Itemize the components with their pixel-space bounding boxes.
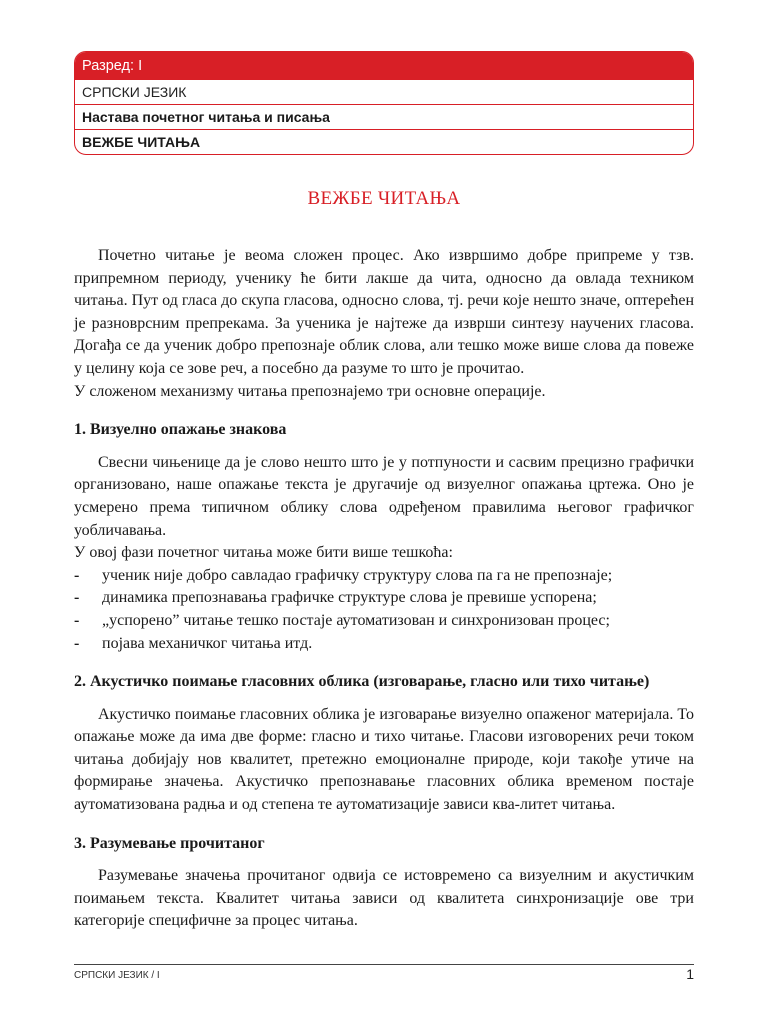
- list-item: - ученик није добро савладао графичку структуру слова па га не препознаје;: [74, 565, 694, 588]
- bullet-dash: -: [74, 611, 80, 629]
- section-2-paragraph: Акустичко поимање гласовних облика је изговарање визуелно опаженог материјала. То опажање може да има две форме: гласно и тихо читање. Гласови изговорених речи током читања добијају нов квалитет, претежно емоционалне природе, који такође утиче на формирање значења. Акустичко препознавање гласовних облика временом постаје аутоматизована радња и од степена те аутоматизације зависи ква-литет читања.: [74, 705, 694, 814]
- list-item: - „успорено” читање тешко постаје аутоматизован и синхронизован процес;: [74, 610, 694, 633]
- header-box: [74, 51, 694, 155]
- subject-label: СРПСКИ ЈЕЗИК: [82, 84, 187, 100]
- intro-paragraph-2: У сложеном механизму читања препознајемо три основне операције.: [74, 382, 546, 400]
- section-2-heading: 2. Акустичко поимање гласовних облика (изговарање, гласно или тихо читање): [74, 673, 650, 691]
- section-1-paragraph: Свесни чињенице да је слово нешто што је у потпуности и сасвим прецизно графички организовано, наше опажање текста је другачије од визуелног опажања цртежа. Оно је усмерено према типичном облику слова одређеном правилима његовог графичког уобличавања.: [74, 453, 694, 539]
- bullet-dash: -: [74, 589, 80, 607]
- bullet-dash: -: [74, 634, 80, 652]
- page-title: ВЕЖБЕ ЧИТАЊА: [307, 188, 461, 209]
- intro-paragraph: Почетно читање је веома сложен процес. Ако извршимо добре припреме у тзв. припремном периоду, ученику ће бити лакше да чита, односно да овлада техником читања. Пут од гласа до скупа гласова, односно слова, тј. речи које нешто значе, оптерећен је разноврсним препрекама. За ученика је најтеже да изврши синтезу научених гласова. Догађа се да ученик добро препознаје облик слова, али тешко може више слова да повеже у целину која се зове реч, а посебно да разуме то што је прочитао.: [74, 247, 694, 377]
- section-1-heading: 1. Визуелно опажање знакова: [74, 421, 287, 439]
- footer-divider: [74, 964, 694, 965]
- footer-subject: СРПСКИ ЈЕЗИК / I: [74, 970, 160, 981]
- section-1-list-intro: У овој фази почетног читања може бити више тешкоћа:: [74, 544, 453, 562]
- list-item: - динамика препознавања графичке структуре слова је превише успорена;: [74, 587, 694, 610]
- document-body: [74, 245, 694, 933]
- difficulty-list: [74, 565, 694, 655]
- section-3-paragraph: Разумевање значења прочитаног одвија се истовремено са визуелним и акустичким поимањем текста. Квалитет читања зависи од квалитета синхронизације ове три категорије специфичне за процес читања.: [74, 867, 694, 930]
- section-3-heading: 3. Разумевање прочитаног: [74, 834, 265, 852]
- topic-label: Настава почетног читања и писања: [75, 104, 693, 129]
- grade-label: Разред: I: [75, 52, 693, 80]
- bullet-dash: -: [74, 566, 80, 584]
- page-number: 1: [686, 966, 694, 982]
- lesson-label: ВЕЖБЕ ЧИТАЊА: [75, 129, 693, 154]
- list-item: - појава механичког читања итд.: [74, 633, 694, 656]
